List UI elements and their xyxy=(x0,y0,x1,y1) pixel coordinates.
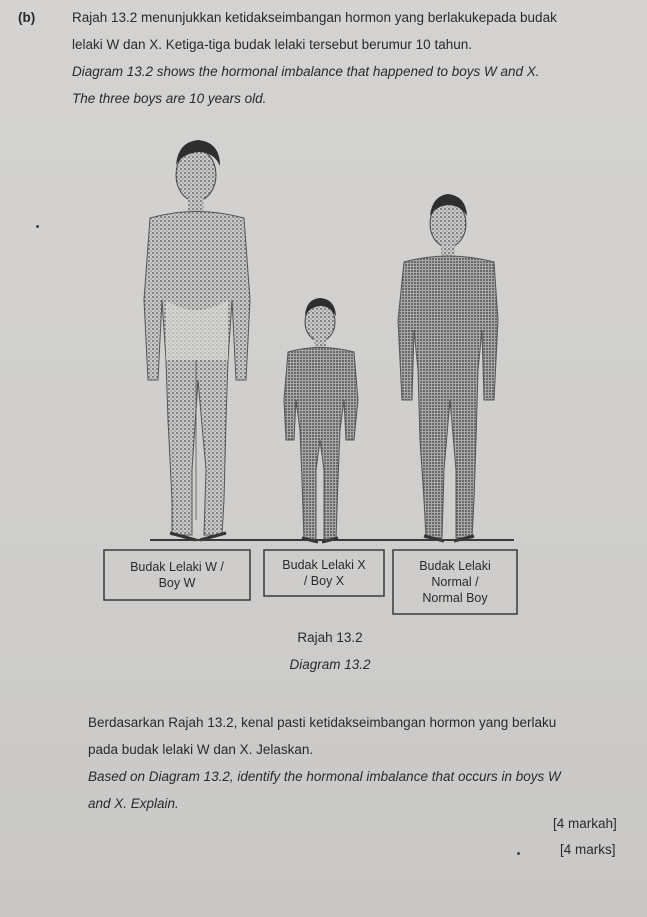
boy-w-figure xyxy=(144,140,250,540)
caption-english: Diagram 13.2 xyxy=(289,657,371,672)
prompt-english-line-2: and X. Explain. xyxy=(88,796,179,811)
stray-mark-2 xyxy=(517,852,520,855)
question-label: (b) xyxy=(18,10,36,25)
prompt-malay-line-2: pada budak lelaki W dan X. Jelaskan. xyxy=(88,742,314,757)
prompt-english-line-1: Based on Diagram 13.2, identify the hormonal imbalance that occurs in boys W xyxy=(88,769,561,784)
intro-english-line-2: The three boys are 10 years old. xyxy=(72,91,267,106)
intro-malay-line-2: lelaki W dan X. Ketiga-tiga budak lelaki tersebut berumur 10 tahun. xyxy=(72,37,472,52)
prompt-malay-line-1: Berdasarkan Rajah 13.2, kenal pasti ketidakseimbangan hormon yang berlaku xyxy=(88,715,557,730)
intro-english-line-1: Diagram 13.2 shows the hormonal imbalance that happened to boys W and X. xyxy=(72,64,540,79)
normal-boy-figure xyxy=(398,194,498,541)
intro-malay-line-1: Rajah 13.2 menunjukkan ketidakseimbangan hormon yang berlakukepada budak xyxy=(72,10,557,25)
caption-malay: Rajah 13.2 xyxy=(297,630,363,645)
boy-x-figure xyxy=(284,298,358,542)
marks-english: [4 marks] xyxy=(560,842,616,857)
label-boy-w: Budak Lelaki W / Boy W xyxy=(130,560,224,590)
marks-malay: [4 markah] xyxy=(553,816,617,831)
label-boy-x: Budak Lelaki X / Boy X xyxy=(282,558,366,588)
label-normal-boy: Budak Lelaki Normal / Normal Boy xyxy=(419,559,491,605)
